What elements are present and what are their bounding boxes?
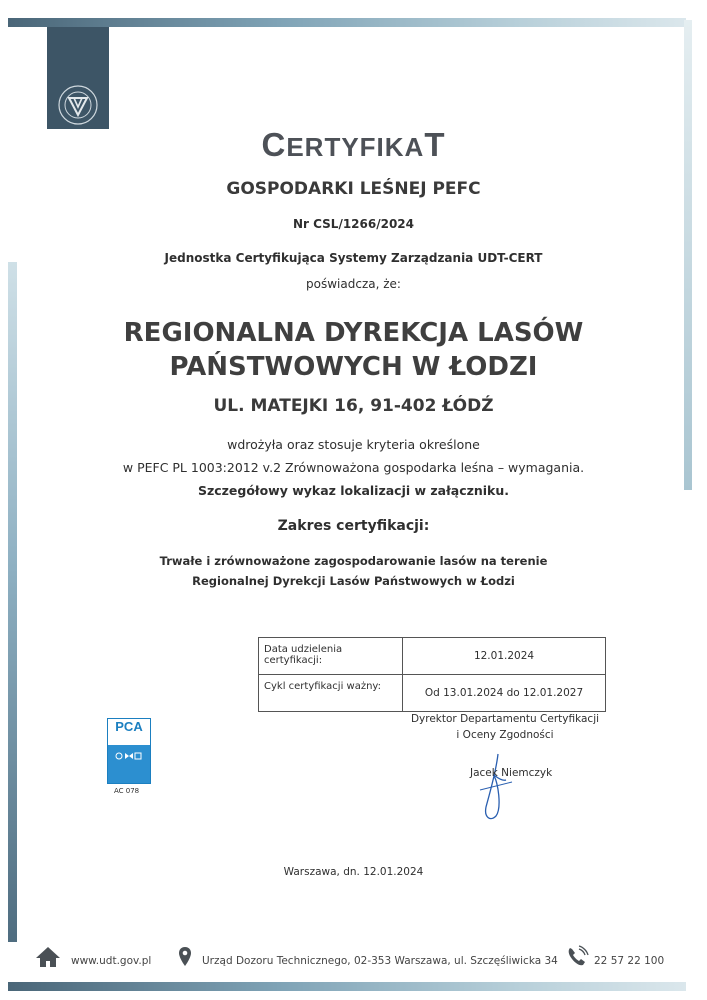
- handwritten-signature: [476, 752, 516, 824]
- certification-details-table: [258, 637, 606, 712]
- signatory-title: [405, 711, 605, 743]
- scope-line1: Trwałe i zrównoważone zagospodarowanie lasów na terenie: [159, 554, 548, 568]
- organization-name-line1: REGIONALNA DYREKCJA LASÓW: [123, 318, 584, 348]
- pca-accreditation-badge: [107, 718, 151, 784]
- scope-line2: Regionalnej Dyrekcji Lasów Państwowych w Łodzi: [192, 574, 515, 588]
- certificate-number: Nr CSL/1266/2024: [292, 217, 415, 231]
- accreditation-code: AC 078: [114, 787, 140, 795]
- home-icon: [35, 946, 61, 968]
- certificate-title: CERTYFIKAT: [261, 126, 446, 163]
- pca-symbol-icon: [114, 751, 144, 761]
- organization-name-line2: PAŃSTWOWYCH W ŁODZI: [169, 352, 538, 382]
- pca-badge-title: PCA: [115, 719, 143, 734]
- issuer-line: Jednostka Certyfikująca Systemy Zarządzania UDT-CERT: [164, 251, 543, 265]
- frame-bottom-bar: [8, 982, 686, 991]
- signatory-name: Jacek Niemczyk: [470, 767, 553, 779]
- signatory-title-line1: Dyrektor Departamentu Certyfikacji: [410, 713, 600, 725]
- issue-date-label: Data udzielenia certyfikacji:: [259, 638, 403, 675]
- organization-address: UL. MATEJKI 16, 91-402 ŁÓDŹ: [213, 396, 494, 416]
- phone-icon: [565, 945, 589, 969]
- certificate-subtitle: GOSPODARKI LEŚNEJ PEFC: [226, 179, 481, 199]
- table-row: [259, 638, 606, 675]
- table-row: [259, 675, 606, 712]
- attests-line: poświadcza, że:: [306, 277, 401, 291]
- validity-label: Cykl certyfikacji ważny:: [259, 675, 403, 712]
- scope-heading: Zakres certyfikacji:: [277, 518, 430, 534]
- pca-badge-band: [108, 745, 150, 783]
- body-text-line2: w PEFC PL 1003:2012 v.2 Zrównoważona gospodarka leśna – wymagania.: [122, 460, 585, 475]
- udt-cert-logo: [47, 27, 109, 129]
- frame-top-bar: [8, 18, 686, 27]
- issue-date-value: 12.01.2024: [403, 638, 606, 675]
- validity-value: Od 13.01.2024 do 12.01.2027: [403, 675, 606, 712]
- footer-address: Urząd Dozoru Technicznego, 02-353 Warszawa, ul. Szczęśliwicka 34: [202, 955, 558, 967]
- body-text-line3: Szczegółowy wykaz lokalizacji w załączniku.: [197, 483, 510, 498]
- signatory-title-line2: i Oceny Zgodności: [456, 729, 554, 741]
- place-and-date: Warszawa, dn. 12.01.2024: [283, 866, 424, 878]
- body-text-line1: wdrożyła oraz stosuje kryteria określone: [227, 437, 480, 452]
- footer-phone[interactable]: 22 57 22 100: [594, 955, 665, 967]
- footer-website[interactable]: www.udt.gov.pl: [71, 955, 152, 967]
- location-pin-icon: [178, 946, 192, 968]
